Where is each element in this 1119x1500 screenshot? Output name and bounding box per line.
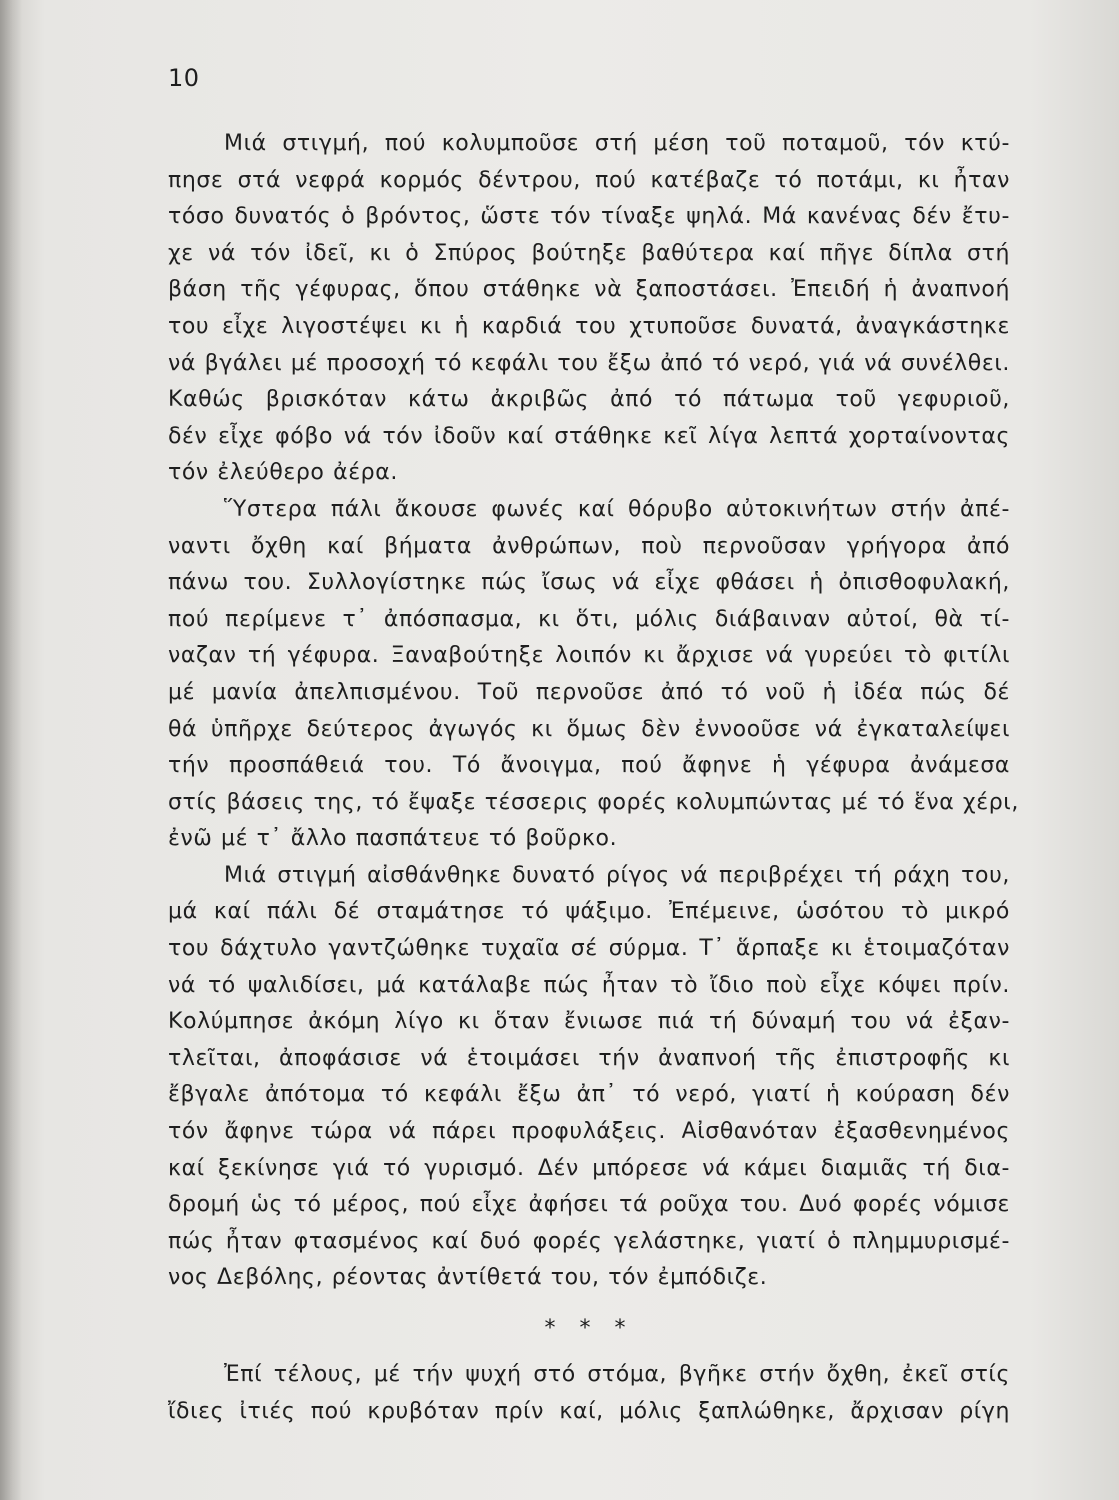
text-line: τόσο δυνατός ὁ βρόντος, ὥστε τόν τίναξε ψηλά. Μά κανένας δέν ἔτυ-	[168, 204, 1010, 230]
text-line: στίς βάσεις της, τό ἔψαξε τέσσερις φορές κολυμπώντας μέ τό ἕνα χέρι,	[168, 789, 1019, 815]
text-line: μά καί πάλι δέ σταμάτησε τό ψάξιμο. Ἐπέμεινε, ὡσότου τὸ μικρό	[168, 899, 1010, 925]
text-line: καί ξεκίνησε γιά τό γυρισμό. Δέν μπόρεσε νά κάμει διαμιᾶς τή δια-	[168, 1155, 1010, 1181]
paragraph-3	[168, 858, 1010, 1297]
text-line: του δάχτυλο γαντζώθηκε τυχαῖα σέ σύρμα. Τ᾽ ἅρπαξε κι ἑτοιμαζόταν	[168, 936, 1010, 962]
text-line: τόν ἐλεύθερο ἀέρα.	[168, 460, 398, 486]
text-line: νά βγάλει μέ προσοχή τό κεφάλι του ἔξω ἀπό τό νερό, γιά νά συνέλθει.	[168, 350, 1010, 376]
closing-paragraph	[168, 1357, 1010, 1430]
text-line: τλεῖται, ἀποφάσισε νά ἑτοιμάσει τήν ἀναπνοή τῆς ἐπιστροφῆς κι	[168, 1045, 1010, 1071]
text-line: Κολύμπησε ἀκόμη λίγο κι ὅταν ἔνιωσε πιά τή δύναμή του νά ἐξαν-	[168, 1009, 1010, 1035]
text-line: Μιά στιγμή αἰσθάνθηκε δυνατό ρίγος νά περιβρέχει τή ράχη του,	[224, 862, 1010, 888]
text-line: ἔβγαλε ἀπότομα τό κεφάλι ἔξω ἀπ᾽ τό νερό, γιατί ἡ κούραση δέν	[168, 1082, 1010, 1108]
body-text	[168, 126, 1019, 1430]
text-line: ἴδιες ἰτιές πού κρυβόταν πρίν καί, μόλις ξαπλώθηκε, ἄρχισαν ρίγη	[168, 1398, 1010, 1424]
text-line: ἐνῶ μέ τ᾽ ἄλλο πασπάτευε τό βοῦρκο.	[168, 826, 618, 852]
page-binding-shadow	[0, 0, 22, 1500]
text-line: Ἐπί τέλους, μέ τήν ψυχή στό στόμα, βγῆκε στήν ὄχθη, ἐκεῖ στίς	[224, 1362, 1010, 1387]
text-line: νά τό ψαλιδίσει, μά κατάλαβε πώς ἦταν τὸ ἴδιο ποὺ εἶχε κόψει πρίν.	[168, 972, 1010, 998]
page-number: 10	[168, 64, 200, 92]
text-line: ναζαν τή γέφυρα. Ξαναβούτηξε λοιπόν κι ἄρχισε νά γυρεύει τὸ φιτίλι	[168, 643, 1010, 669]
text-line: πώς ἦταν φτασμένος καί δυό φορές γελάστηκε, γιατί ὁ πλημμυρισμέ-	[168, 1228, 1010, 1254]
text-line: πάνω του. Συλλογίστηκε πώς ἴσως νά εἶχε φθάσει ἡ ὀπισθοφυλακή,	[168, 570, 1010, 596]
text-line: Καθώς βρισκόταν κάτω ἀκριβῶς ἀπό τό πάτωμα τοῦ γεφυριοῦ,	[168, 387, 1010, 413]
text-line: του εἶχε λιγοστέψει κι ἡ καρδιά του χτυποῦσε δυνατά, ἀναγκάστηκε	[168, 313, 1010, 339]
paragraph-1	[168, 126, 1010, 492]
text-line: δέν εἶχε φόβο νά τόν ἰδοῦν καί στάθηκε κεῖ λίγα λεπτά χορταίνοντας	[168, 423, 1010, 449]
text-line: πησε στά νεφρά κορμός δέντρου, πού κατέβαζε τό ποτάμι, κι ἦταν	[168, 167, 1010, 193]
paragraph-2	[168, 492, 1019, 858]
text-line: χε νά τόν ἰδεῖ, κι ὁ Σπύρος βούτηξε βαθύτερα καί πῆγε δίπλα στή	[168, 240, 1010, 266]
text-line: βάση τῆς γέφυρας, ὅπου στάθηκε νὰ ξαποστάσει. Ἐπειδή ἡ ἀναπνοή	[168, 277, 1010, 303]
text-line: Μιά στιγμή, πού κολυμποῦσε στή μέση τοῦ ποταμοῦ, τόν κτύ-	[224, 131, 1010, 156]
text-line: τήν προσπάθειά του. Τό ἄνοιγμα, πού ἄφηνε ἡ γέφυρα ἀνάμεσα	[168, 753, 1010, 779]
text-line: Ὕστερα πάλι ἄκουσε φωνές καί θόρυβο αὐτοκινήτων στήν ἀπέ-	[224, 496, 1010, 522]
text-line: ναντι ὄχθη καί βήματα ἀνθρώπων, ποὺ περνοῦσαν γρήγορα ἀπό	[168, 533, 1010, 559]
text-line: πού περίμενε τ᾽ ἀπόσπασμα, κι ὅτι, μόλις διάβαιναν αὐτοί, θὰ τί-	[168, 606, 1010, 632]
section-separator: * * *	[544, 1316, 634, 1341]
text-line: νος Δεβόλης, ρέοντας ἀντίθετά του, τόν ἐμπόδιζε.	[168, 1265, 768, 1291]
text-line: δρομή ὡς τό μέρος, πού εἶχε ἀφήσει τά ροῦχα του. Δυό φορές νόμισε	[168, 1192, 1010, 1218]
text-line: τόν ἄφηνε τώρα νά πάρει προφυλάξεις. Αἰσθανόταν ἐξασθενημένος	[168, 1119, 1010, 1145]
text-line: θά ὑπῆρχε δεύτερος ἀγωγός κι ὅμως δὲν ἐννοοῦσε νά ἐγκαταλείψει	[168, 716, 1010, 742]
text-line: μέ μανία ἀπελπισμένου. Τοῦ περνοῦσε ἀπό τό νοῦ ἡ ἰδέα πώς δέ	[168, 679, 1010, 705]
